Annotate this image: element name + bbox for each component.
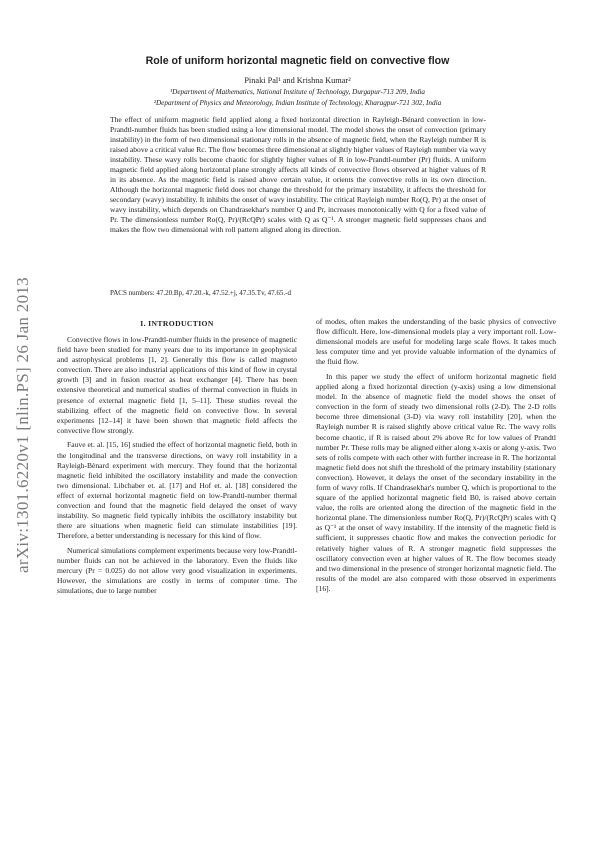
paper-title: Role of uniform horizontal magnetic field on convective flow [145, 55, 450, 67]
paragraph: Fauve et. al. [15, 16] studied the effect of horizontal magnetic field, both in the longitudinal and the transverse directions, on wavy roll instability in a Rayleigh-Bènard experiment with mercury. They found that the horizontal magnetic field inhibited the oscillatory instability and made the convection two dimensional. Libchaber et. al. [17] and Hof et. al. [18] considered the effect of external horizontal magnetic field on low-Prandtl-number thermal convection and found that the magnetic field delayed the onset of wavy instability. So magnetic field typically inhibits the oscillatory instability but there are situations when magnetic field can stimulate instabilities [19]. Therefore, a better understanding is necessary for this kind of flow. [57, 440, 297, 541]
pacs-numbers: PACS numbers: 47.20.Bp, 47.20.-k, 47.52.+j, 47.35.Tv, 47.65.-d [110, 289, 291, 297]
left-column [57, 335, 297, 601]
paragraph: Convective flows in low-Prandtl-number fluids in the presence of magnetic field have been studied for many years due to its importance in geophysical and astrophysical problems [1, 2]. Generally this flow is called magneto convection. There are also industrial applications of this kind of flow in crystal growth [3] and in fusion reactor as heat exchanger [4]. There has been extensive theoretical and numerical studies of thermal convection in fluids in presence of external magnetic field [1, 5–11]. These studies reveal the stabilizing effect of the magnetic field on convective flow. In several experiments [12–14] it have been shown that magnetic field affects the convective flow strongly. [57, 335, 297, 435]
arxiv-identifier-stamp [3, 250, 43, 600]
affiliation-1: ¹Department of Mathematics, National Institute of Technology, Durgapur-713 209, India [169, 88, 426, 96]
paragraph: Numerical simulations complement experiments because very low-Prandtl-number fluids can not be achieved in the laboratory. Even the fluids like mercury (Pr = 0.025) do not allow very good visualization in experiments. However, the simulations are costly in terms of computer time. The simulations, due to large number [57, 545, 297, 596]
paragraph: In this paper we study the effect of uniform horizontal magnetic field applied along a fixed horizontal direction (y-axis) using a low dimensional model. In the absence of magnetic field the model shows the onset of convection in the form of steady two dimensional rolls (2-D). The 2-D rolls become three dimensional (3-D) via wavy roll instability [20], when the Rayleigh number R is raised slightly above critical value Rc. The wavy rolls become chaotic, if R is raised about 2% above Rc for low values of Prandtl number Pr. These rolls may be aligned either along x-axis or along y-axis. Two sets of rolls compete with each other with further increase in R. The horizontal magnetic field does not shift the threshold of the primary instability (stationary convection). However, it delays the onset of the secondary instability in the form of wavy rolls. If Chandrasekhar's number Q, which is proportional to the square of the applied horizontal magnetic field B0, is raised above certain value, the rolls are oriented along the direction of the magnetic field in the horizontal plane. The dimensionless number Ro(Q, Pr)/(RcQPr) scales with Q as Q⁻¹ at the onset of wavy instability. If the intensity of the magnetic field is sufficient, it suppresses chaotic flow and makes the convection periodic for relatively higher values of R. A stronger magnetic field suppresses the oscillatory convection even at higher values of R. The flow becomes steady and two dimensional in the presence of stronger horizontal magnetic field. The results of the model are also compared with those observed in experiments [16]. [316, 371, 556, 593]
affiliation-2: ²Department of Physics and Meteorology, Indian Institute of Technology, Kharagpur-721 302, India [153, 99, 442, 107]
section-heading-introduction: I. INTRODUCTION [140, 319, 214, 328]
paragraph: of modes, often makes the understanding of the basic physics of convective flow difficult. Here, low-dimensional models play a very important roll. Low-dimensional models are useful for modeling large scale flows. It takes much less computer time and yet provide valuable information of the dynamics of the fluid flow. [316, 317, 556, 367]
right-column [316, 317, 556, 599]
arxiv-identifier: arXiv:1301.6220v1 [nlin.PS] 26 Jan 2013 [13, 277, 32, 573]
abstract: The effect of uniform magnetic field applied along a fixed horizontal direction in Rayleigh-Bénard convection in low-Prandtl-number fluids has been studied using a low dimensional model. The model shows the onset of convection (primary instability) in the form of two dimensional stationary rolls in the absence of magnetic field, when the Rayleigh number R is raised above a critical value Rc. The flow becomes three dimensional at slightly higher values of Rayleigh number via wavy instability. These wavy rolls become chaotic for slightly higher values of R in low-Prandtl-number (Pr) fluids. A uniform magnetic field applied along horizontal plane strongly affects all kinds of convective flows observed at higher values of R in its absence. As the magnetic field is raised above certain value, it orients the convective rolls in its own direction. Although the horizontal magnetic field does not change the threshold for the primary instability, it affects the threshold for secondary (wavy) instability. It inhibits the onset of wavy instability. The critical Rayleigh number Ro(Q, Pr) at the onset of wavy instability, which depends on Chandrasekhar's number Q and Pr, increases monotonically with Q for a fixed value of Pr. The dimensionless number Ro(Q, Pr)/(RcQPr) scales with Q as Q⁻¹. A stronger magnetic field suppresses chaos and makes the flow two dimensional with roll pattern aligned along its direction. [110, 115, 486, 234]
author-list: Pinaki Pal¹ and Krishna Kumar² [244, 76, 351, 85]
